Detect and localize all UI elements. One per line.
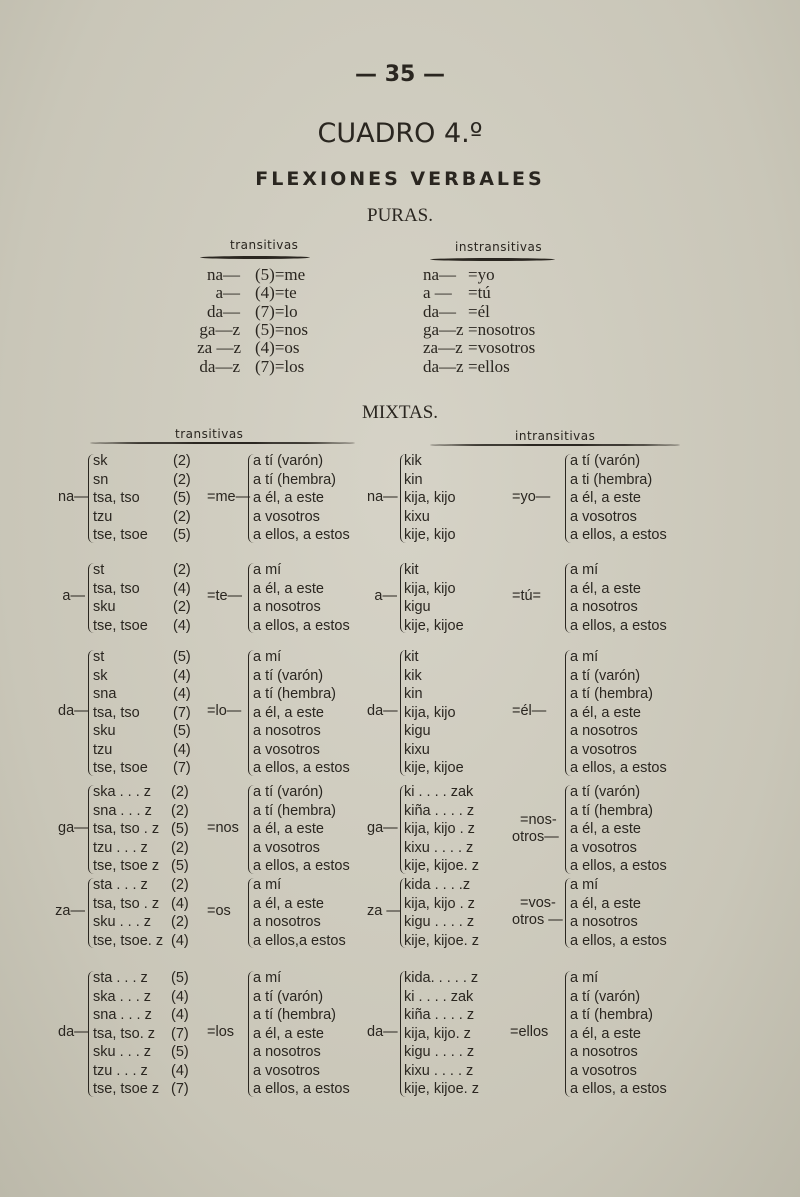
mixtas-trans-nums: [173, 452, 191, 545]
mixtas-intrans-form: kigu . . . . z: [404, 1044, 475, 1060]
mixtas-trans-num: (2): [171, 839, 189, 856]
mixtas-intrans-target: a tí (varón): [570, 784, 641, 800]
mixtas-trans-num: (2): [173, 508, 191, 525]
mixtas-trans-form: tse, tsoe z: [93, 858, 160, 874]
mixtas-trans-num: (4): [171, 1007, 189, 1023]
mixtas-trans-num: (2): [171, 914, 189, 930]
mixtas-intrans-targets: [570, 876, 667, 950]
mixtas-trans-target: a él, a este: [253, 580, 324, 597]
mixtas-trans-form: sna . . . z: [93, 802, 152, 819]
mixtas-trans-target: a tí (varón): [253, 667, 324, 684]
mixtas-trans-form: tzu . . . z: [93, 839, 148, 856]
mixtas-trans-mid: =os: [207, 903, 231, 920]
mixtas-trans-form: tse, tsoe z: [93, 1081, 160, 1097]
mixtas-intrans-form: kije, kijoe: [404, 760, 464, 776]
mixtas-intrans-target: a ti (hembra): [570, 471, 653, 488]
mixtas-trans-form: sku . . . z: [93, 914, 152, 930]
page-number: — 35 —: [355, 62, 445, 87]
mixtas-trans-prefix: a—: [62, 588, 85, 605]
mixtas-trans-nums: [171, 969, 189, 1099]
mixtas-trans-target: a él, a este: [253, 490, 324, 506]
mixtas-trans-target: a nosotros: [253, 723, 321, 739]
mixtas-intrans-form: kin: [404, 471, 423, 488]
mixtas-intrans-target: a tí (hembra): [570, 1007, 653, 1023]
mixtas-transitivas-header: transitivas: [175, 427, 244, 441]
mixtas-intrans-target: a ellos, a estos: [570, 760, 667, 776]
mixtas-trans-num: (5): [171, 970, 189, 986]
mixtas-trans-prefix: da—: [58, 703, 89, 720]
mixtas-trans-num: (2): [173, 453, 191, 469]
mixtas-intrans-form: kigu: [404, 599, 431, 615]
mixtas-intrans-form: kiña . . . . z: [404, 1007, 475, 1023]
puras-trans-value: (4)=te: [255, 283, 297, 303]
mixtas-trans-target: a él, a este: [253, 821, 324, 837]
mixtas-intrans-form: kije, kijoe: [404, 617, 464, 634]
puras-intrans-value: =tú: [468, 283, 491, 303]
mixtas-intransitivas-header: intransitivas: [515, 429, 596, 443]
mixtas-trans-target: a tí (varón): [253, 988, 324, 1005]
mixtas-trans-num: (4): [173, 741, 191, 758]
mixtas-trans-num: (5): [171, 821, 189, 837]
puras-intrans-value: =ellos: [468, 356, 510, 376]
mixtas-intrans-form: kixu . . . . z: [404, 1062, 474, 1079]
mixtas-intrans-form: kiña . . . . z: [404, 802, 475, 819]
puras-trans-value: (7)=los: [255, 356, 305, 376]
mixtas-trans-target: a él, a este: [253, 704, 324, 721]
puras-trans-prefix: ga—z: [199, 319, 240, 339]
mixtas-intrans-target: a ellos, a estos: [570, 617, 667, 634]
mixtas-trans-form: sku: [93, 599, 116, 615]
mixtas-trans-prefix: da—: [58, 1024, 89, 1041]
mixtas-trans-form: tsa, tso: [93, 580, 140, 597]
mixtas-intrans-form: kigu: [404, 723, 431, 739]
mixtas-intrans-prefix: da—: [367, 1024, 398, 1041]
mixtas-intransitivas-underline: [430, 444, 680, 446]
mixtas-intrans-forms: [404, 783, 479, 876]
mixtas-trans-num: (4): [173, 580, 191, 597]
mixtas-trans-target: a mí: [253, 562, 282, 578]
mixtas-trans-targets: [253, 452, 350, 545]
mixtas-intrans-target: a tí (hembra): [570, 802, 653, 819]
mixtas-intrans-mid: =vos-: [520, 895, 556, 912]
puras-trans-prefix: a—: [215, 283, 240, 303]
mixtas-trans-target: a ellos, a estos: [253, 617, 350, 634]
mixtas-trans-targets: [253, 969, 350, 1099]
mixtas-trans-target: a tí (hembra): [253, 471, 336, 488]
puras-intransitivas-header: instransitivas: [455, 240, 543, 254]
mixtas-trans-form: tsa, tso. z: [93, 1025, 156, 1042]
mixtas-intrans-target: a ellos, a estos: [570, 858, 667, 874]
puras-intrans-prefix: da—: [423, 301, 457, 321]
mixtas-intrans-form: kija, kijo . z: [404, 895, 475, 912]
mixtas-intrans-target: a él, a este: [570, 704, 641, 721]
mixtas-trans-form: sk: [93, 667, 108, 684]
mixtas-intrans-prefix: a—: [374, 588, 397, 605]
mixtas-trans-mid: =los: [207, 1024, 235, 1041]
puras-trans-value: (4)=os: [255, 338, 300, 358]
mixtas-trans-mid: =lo—: [207, 703, 242, 720]
mixtas-intrans-mid2: otros—: [512, 828, 559, 845]
mixtas-intrans-form: kije, kijoe. z: [404, 932, 479, 949]
mixtas-trans-num: (4): [171, 895, 189, 912]
mixtas-trans-target: a ellos,a estos: [253, 932, 346, 949]
mixtas-intrans-prefix: ga—: [367, 819, 398, 836]
mixtas-intrans-form: kit: [404, 649, 419, 665]
mixtas-intrans-forms: [404, 969, 479, 1099]
mixtas-trans-num: (5): [171, 858, 189, 874]
mixtas-trans-num: (4): [171, 988, 189, 1005]
mixtas-intrans-forms: [404, 452, 456, 545]
puras-trans-prefix: za —z: [197, 338, 241, 358]
mixtas-intrans-forms: [404, 561, 464, 635]
mixtas-trans-prefix: ga—: [58, 819, 89, 836]
mixtas-trans-num: (4): [173, 667, 191, 684]
mixtas-trans-num: (5): [173, 649, 191, 665]
mixtas-trans-form: sku . . . z: [93, 1044, 152, 1060]
mixtas-trans-target: a mí: [253, 649, 282, 665]
mixtas-trans-num: (5): [173, 490, 191, 506]
mixtas-trans-target: a ellos, a estos: [253, 760, 350, 776]
mixtas-intrans-mid: =nos-: [520, 811, 557, 828]
mixtas-intrans-form: kixu: [404, 741, 430, 758]
mixtas-intrans-form: kija, kijo . z: [404, 821, 475, 837]
puras-transitivas-header: transitivas: [230, 238, 299, 252]
mixtas-intrans-form: ki . . . . zak: [404, 784, 474, 800]
mixtas-trans-target: a mí: [253, 970, 282, 986]
mixtas-intrans-form: kije, kijoe. z: [404, 1081, 479, 1097]
mixtas-trans-target: a tí (hembra): [253, 686, 336, 702]
mixtas-intrans-target: a él, a este: [570, 490, 641, 506]
mixtas-trans-target: a él, a este: [253, 895, 324, 912]
mixtas-intrans-target: a mí: [570, 562, 599, 578]
mixtas-trans-num: (7): [171, 1025, 189, 1042]
puras-intrans-value: =yo: [468, 265, 495, 284]
puras-trans-value: (5)=me: [255, 265, 306, 284]
mixtas-trans-forms: [93, 876, 163, 950]
mixtas-trans-form: tsa, tso: [93, 490, 140, 506]
mixtas-trans-target: a tí (varón): [253, 784, 324, 800]
mixtas-trans-form: st: [93, 562, 105, 578]
mixtas-trans-mid: =nos: [207, 819, 239, 836]
mixtas-intrans-form: kija, kijo: [404, 490, 456, 506]
mixtas-trans-form: sna: [93, 686, 117, 702]
mixtas-intrans-form: ki . . . . zak: [404, 988, 474, 1005]
mixtas-trans-target: a él, a este: [253, 1025, 324, 1042]
mixtas-intrans-target: a nosotros: [570, 1044, 638, 1060]
mixtas-intrans-form: kija, kijo: [404, 580, 456, 597]
mixtas-trans-form: sn: [93, 471, 109, 488]
mixtas-trans-forms: [93, 648, 148, 778]
puras-intrans-prefix: ga—z: [423, 319, 464, 339]
mixtas-intrans-mid2: otros —: [512, 912, 563, 929]
mixtas-intrans-form: kija, kijo: [404, 704, 456, 721]
mixtas-trans-nums: [173, 561, 191, 635]
mixtas-trans-target: a ellos, a estos: [253, 527, 350, 543]
mixtas-intrans-form: kixu: [404, 508, 430, 525]
mixtas-trans-target: a nosotros: [253, 599, 321, 615]
mixtas-trans-form: tsa, tso . z: [93, 895, 160, 912]
mixtas-trans-forms: [93, 969, 159, 1099]
mixtas-trans-forms: [93, 452, 148, 545]
mixtas-intrans-prefix: na—: [367, 488, 398, 505]
mixtas-intrans-target: a él, a este: [570, 821, 641, 837]
mixtas-trans-num: (7): [173, 704, 191, 721]
mixtas-trans-targets: [253, 561, 350, 635]
mixtas-trans-prefix: za—: [55, 903, 85, 920]
mixtas-trans-target: a vosotros: [253, 839, 320, 856]
mixtas-trans-num: (2): [173, 599, 191, 615]
mixtas-trans-target: a tí (hembra): [253, 1007, 336, 1023]
mixtas-trans-num: (5): [173, 527, 191, 543]
mixtas-intrans-target: a mí: [570, 970, 599, 986]
mixtas-intrans-target: a ellos, a estos: [570, 527, 667, 543]
puras-intrans-value: =él: [468, 301, 490, 321]
mixtas-intrans-target: a mí: [570, 877, 599, 893]
puras-intrans-prefix: na—: [423, 265, 457, 284]
puras-intrans-prefix: da—z: [423, 356, 464, 376]
mixtas-trans-mid: =te—: [207, 588, 243, 605]
mixtas-intrans-mid: =ellos: [510, 1024, 549, 1041]
puras-intrans-prefix: za—z: [423, 338, 463, 358]
mixtas-intrans-form: kixu . . . . z: [404, 839, 474, 856]
mixtas-transitivas-underline: [90, 442, 355, 444]
mixtas-trans-prefix: na—: [58, 488, 89, 505]
mixtas-trans-form: tzu: [93, 741, 113, 758]
mixtas-intrans-target: a vosotros: [570, 1062, 637, 1079]
mixtas-intrans-targets: [570, 969, 667, 1099]
puras-intrans-value: =vosotros: [468, 338, 536, 358]
mixtas-trans-targets: [253, 783, 350, 876]
mixtas-intrans-forms: [404, 876, 479, 950]
mixtas-intrans-form: kida. . . . . z: [404, 970, 479, 986]
mixtas-trans-num: (5): [171, 1044, 189, 1060]
mixtas-trans-target: a mí: [253, 877, 282, 893]
mixtas-trans-num: (4): [171, 1062, 189, 1079]
mixtas-trans-form: tse, tsoe: [93, 760, 148, 776]
mixtas-trans-target: a nosotros: [253, 1044, 321, 1060]
table-title: CUADRO 4.º: [317, 118, 483, 149]
mixtas-trans-target: a nosotros: [253, 914, 321, 930]
mixtas-trans-num: (2): [171, 784, 189, 800]
mixtas-trans-nums: [171, 876, 189, 950]
mixtas-intrans-form: kin: [404, 686, 423, 702]
mixtas-trans-form: sk: [93, 453, 108, 469]
mixtas-intrans-target: a él, a este: [570, 1025, 641, 1042]
mixtas-trans-form: tzu: [93, 508, 113, 525]
table-subtitle: FLEXIONES VERBALES: [255, 168, 545, 190]
mixtas-intrans-target: a vosotros: [570, 741, 637, 758]
mixtas-trans-num: (2): [173, 562, 191, 578]
mixtas-intrans-forms: [404, 648, 464, 778]
puras-transitivas-underline: [200, 256, 310, 259]
mixtas-intrans-targets: [570, 648, 667, 778]
mixtas-intrans-prefix: da—: [367, 703, 398, 720]
mixtas-intrans-form: kik: [404, 453, 422, 469]
section-puras-heading: PURAS.: [367, 205, 433, 226]
mixtas-trans-targets: [253, 648, 350, 778]
puras-trans-prefix: da—z: [199, 356, 240, 376]
mixtas-intrans-target: a nosotros: [570, 723, 638, 739]
mixtas-trans-form: tse, tsoe. z: [93, 932, 164, 949]
mixtas-trans-form: sta . . . z: [93, 970, 148, 986]
mixtas-trans-target: a ellos, a estos: [253, 1081, 350, 1097]
mixtas-trans-num: (4): [173, 617, 191, 634]
mixtas-trans-forms: [93, 783, 159, 876]
mixtas-intrans-targets: [570, 783, 667, 876]
mixtas-intrans-form: kida . . . .z: [404, 877, 471, 893]
mixtas-intrans-targets: [570, 452, 667, 545]
mixtas-intrans-mid: =yo—: [512, 488, 551, 505]
mixtas-trans-mid: =me—: [207, 488, 251, 505]
mixtas-intrans-targets: [570, 561, 667, 635]
mixtas-trans-target: a ellos, a estos: [253, 858, 350, 874]
mixtas-trans-form: sta . . . z: [93, 877, 148, 893]
mixtas-trans-form: st: [93, 649, 105, 665]
mixtas-trans-nums: [173, 648, 191, 778]
mixtas-intrans-target: a ellos, a estos: [570, 1081, 667, 1097]
mixtas-trans-num: (2): [171, 802, 189, 819]
mixtas-trans-nums: [171, 783, 189, 876]
mixtas-trans-form: tsa, tso: [93, 704, 140, 721]
puras-trans-value: (5)=nos: [255, 319, 309, 339]
mixtas-intrans-prefix: za —: [367, 903, 401, 920]
section-mixtas-heading: MIXTAS.: [361, 402, 439, 423]
mixtas-trans-target: a tí (hembra): [253, 802, 336, 819]
mixtas-intrans-target: a nosotros: [570, 914, 638, 930]
mixtas-trans-target: a vosotros: [253, 1062, 320, 1079]
mixtas-trans-form: ska . . . z: [93, 784, 152, 800]
mixtas-trans-num: (4): [171, 932, 189, 949]
mixtas-trans-num: (7): [173, 760, 191, 776]
mixtas-trans-num: (5): [173, 723, 191, 739]
mixtas-trans-targets: [253, 876, 346, 950]
puras-intrans-prefix: a —: [423, 283, 452, 303]
mixtas-trans-form: tse, tsoe: [93, 527, 148, 543]
mixtas-intrans-target: a tí (varón): [570, 667, 641, 684]
mixtas-trans-form: sku: [93, 723, 116, 739]
puras-trans-value: (7)=lo: [255, 301, 298, 321]
mixtas-intrans-target: a él, a este: [570, 580, 641, 597]
mixtas-trans-form: ska . . . z: [93, 988, 152, 1005]
puras-trans-prefix: da—: [206, 301, 240, 321]
mixtas-trans-num: (2): [173, 471, 191, 488]
mixtas-trans-num: (2): [171, 877, 189, 893]
mixtas-intrans-form: kije, kijo: [404, 527, 456, 543]
mixtas-intrans-target: a tí (varón): [570, 453, 641, 469]
mixtas-intrans-form: kit: [404, 562, 419, 578]
mixtas-trans-target: a vosotros: [253, 508, 320, 525]
mixtas-intrans-form: kije, kijoe. z: [404, 858, 479, 874]
mixtas-trans-num: (7): [171, 1081, 189, 1097]
puras-intrans-value: =nosotros: [468, 319, 536, 339]
mixtas-intrans-form: kigu . . . . z: [404, 914, 475, 930]
mixtas-trans-form: sna . . . z: [93, 1007, 152, 1023]
mixtas-intrans-mid: =tú=: [512, 588, 542, 605]
mixtas-trans-form: tzu . . . z: [93, 1062, 148, 1079]
mixtas-intrans-target: a vosotros: [570, 839, 637, 856]
mixtas-intrans-form: kik: [404, 667, 422, 684]
mixtas-intrans-mid: =él—: [512, 703, 547, 720]
mixtas-intrans-target: a mí: [570, 649, 599, 665]
mixtas-intrans-target: a nosotros: [570, 599, 638, 615]
mixtas-trans-forms: [93, 561, 148, 635]
mixtas-intrans-target: a él, a este: [570, 895, 641, 912]
mixtas-intrans-form: kija, kijo. z: [404, 1025, 471, 1042]
mixtas-intrans-target: a ellos, a estos: [570, 932, 667, 949]
mixtas-intrans-target: a vosotros: [570, 508, 637, 525]
mixtas-trans-form: tse, tsoe: [93, 617, 148, 634]
mixtas-trans-target: a tí (varón): [253, 453, 324, 469]
mixtas-trans-num: (4): [173, 686, 191, 702]
puras-trans-prefix: na—: [206, 265, 240, 284]
mixtas-intrans-target: a tí (hembra): [570, 686, 653, 702]
puras-intransitivas-underline: [430, 258, 555, 261]
mixtas-trans-form: tsa, tso . z: [93, 821, 160, 837]
mixtas-trans-target: a vosotros: [253, 741, 320, 758]
mixtas-intrans-target: a tí (varón): [570, 988, 641, 1005]
